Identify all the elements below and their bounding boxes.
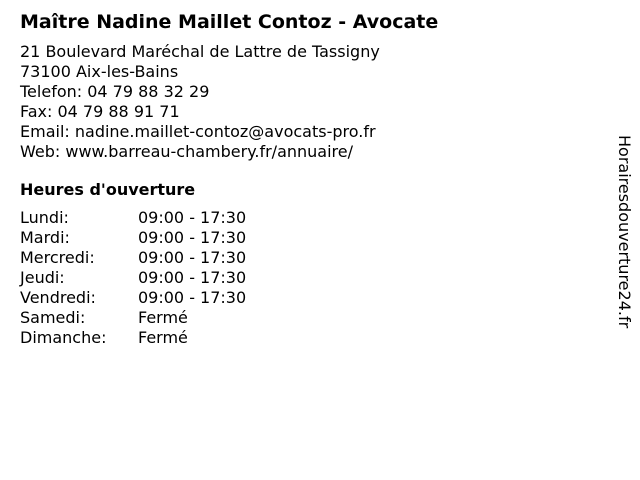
address-street: 21 Boulevard Maréchal de Lattre de Tassigny (20, 42, 380, 61)
day-time: Fermé (138, 328, 188, 347)
day-time: Fermé (138, 308, 188, 327)
business-card (20, 10, 600, 348)
hours-row-tuesday (20, 228, 600, 248)
brand-watermark: Horairesdouverture24.fr (615, 135, 634, 329)
day-label: Mercredi: (20, 248, 95, 267)
day-label: Vendredi: (20, 288, 96, 307)
day-label: Dimanche: (20, 328, 107, 347)
hours-row-saturday (20, 308, 600, 328)
web-line: Web: www.barreau-chambery.fr/annuaire/ (20, 142, 353, 161)
hours-table (20, 208, 600, 348)
hours-row-wednesday (20, 248, 600, 268)
day-time: 09:00 - 17:30 (138, 208, 247, 227)
hours-row-thursday (20, 268, 600, 288)
day-time: 09:00 - 17:30 (138, 288, 247, 307)
day-label: Jeudi: (20, 268, 65, 287)
business-title: Maître Nadine Maillet Contoz - Avocate (20, 11, 439, 33)
day-time: 09:00 - 17:30 (138, 268, 247, 287)
hours-row-sunday (20, 328, 600, 348)
hours-row-friday (20, 288, 600, 308)
hours-heading: Heures d'ouverture (20, 180, 196, 199)
address-city: 73100 Aix-les-Bains (20, 62, 179, 81)
day-time: 09:00 - 17:30 (138, 228, 247, 247)
fax-line: Fax: 04 79 88 91 71 (20, 102, 180, 121)
hours-row-monday (20, 208, 600, 228)
day-label: Samedi: (20, 308, 86, 327)
day-label: Mardi: (20, 228, 70, 247)
day-time: 09:00 - 17:30 (138, 248, 247, 267)
phone-line: Telefon: 04 79 88 32 29 (20, 82, 210, 101)
day-label: Lundi: (20, 208, 69, 227)
email-line: Email: nadine.maillet-contoz@avocats-pro.fr (20, 122, 376, 141)
